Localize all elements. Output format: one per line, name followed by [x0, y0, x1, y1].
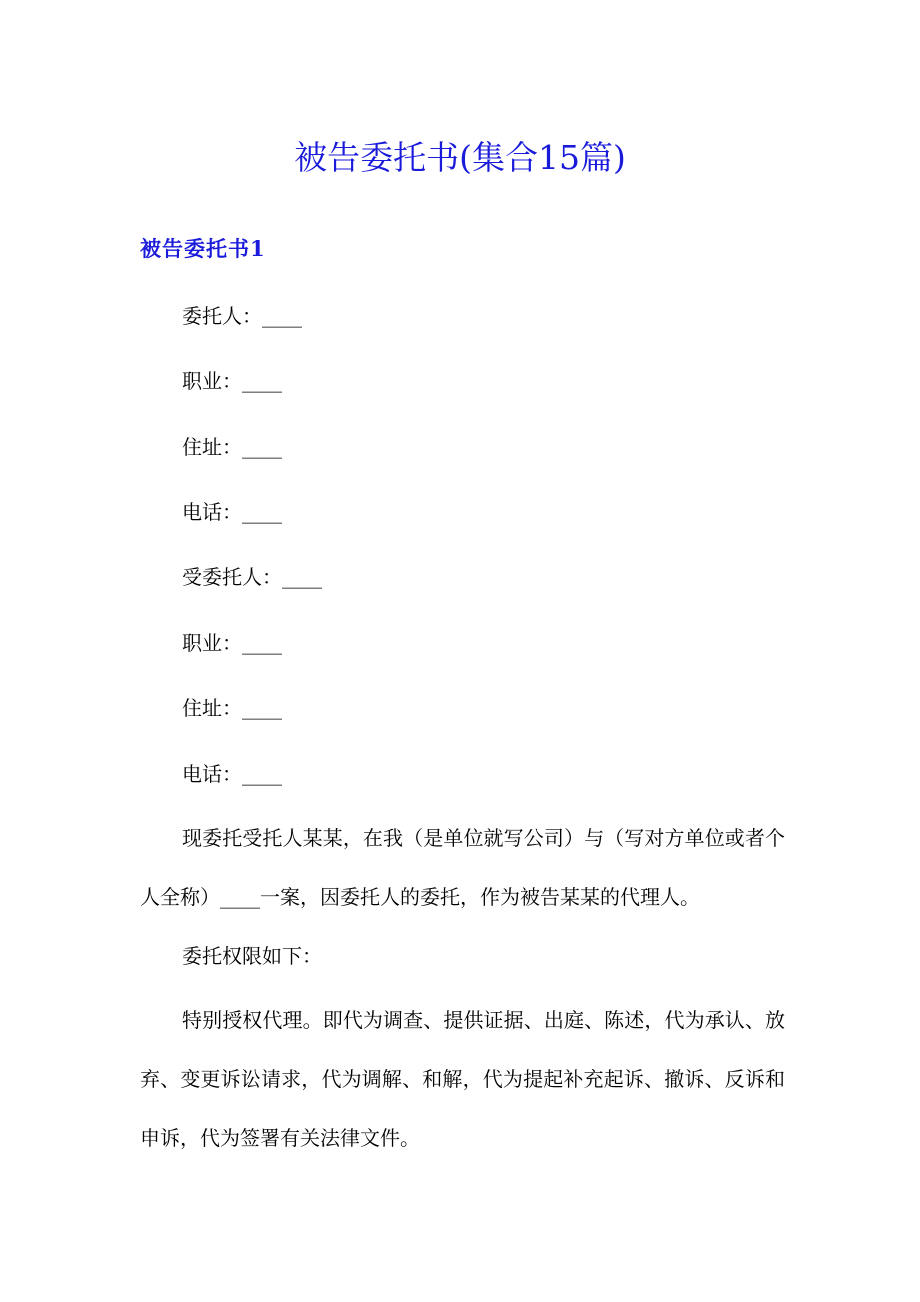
field-principal-occupation: 职业：____: [182, 369, 282, 393]
field-agent-phone: 电话：____: [182, 762, 282, 786]
section-heading: 被告委托书1: [140, 236, 266, 261]
document-title: 被告委托书(集合15篇): [294, 138, 626, 177]
field-agent-address: 住址：____: [182, 696, 282, 720]
paragraph-authority-details: 特别授权代理。即代为调查、提供证据、出庭、陈述，代为承认、放弃、变更诉讼请求，代为调解、和解，代为提起补充起诉、撤诉、反诉和申诉，代为签署有关法律文件。: [140, 1008, 785, 1150]
field-principal-address: 住址：____: [182, 435, 282, 459]
field-principal: 委托人：____: [182, 304, 302, 328]
paragraph-authority-intro: 委托权限如下：: [182, 944, 322, 968]
field-agent-occupation: 职业：____: [182, 631, 282, 655]
field-agent: 受委托人：____: [182, 565, 322, 589]
paragraph-entrustment: 现委托受托人某某，在我（是单位就写公司）与（写对方单位或者个人全称）____一案，因委托人的委托，作为被告某某的代理人。: [140, 826, 785, 909]
field-principal-phone: 电话：____: [182, 500, 282, 524]
